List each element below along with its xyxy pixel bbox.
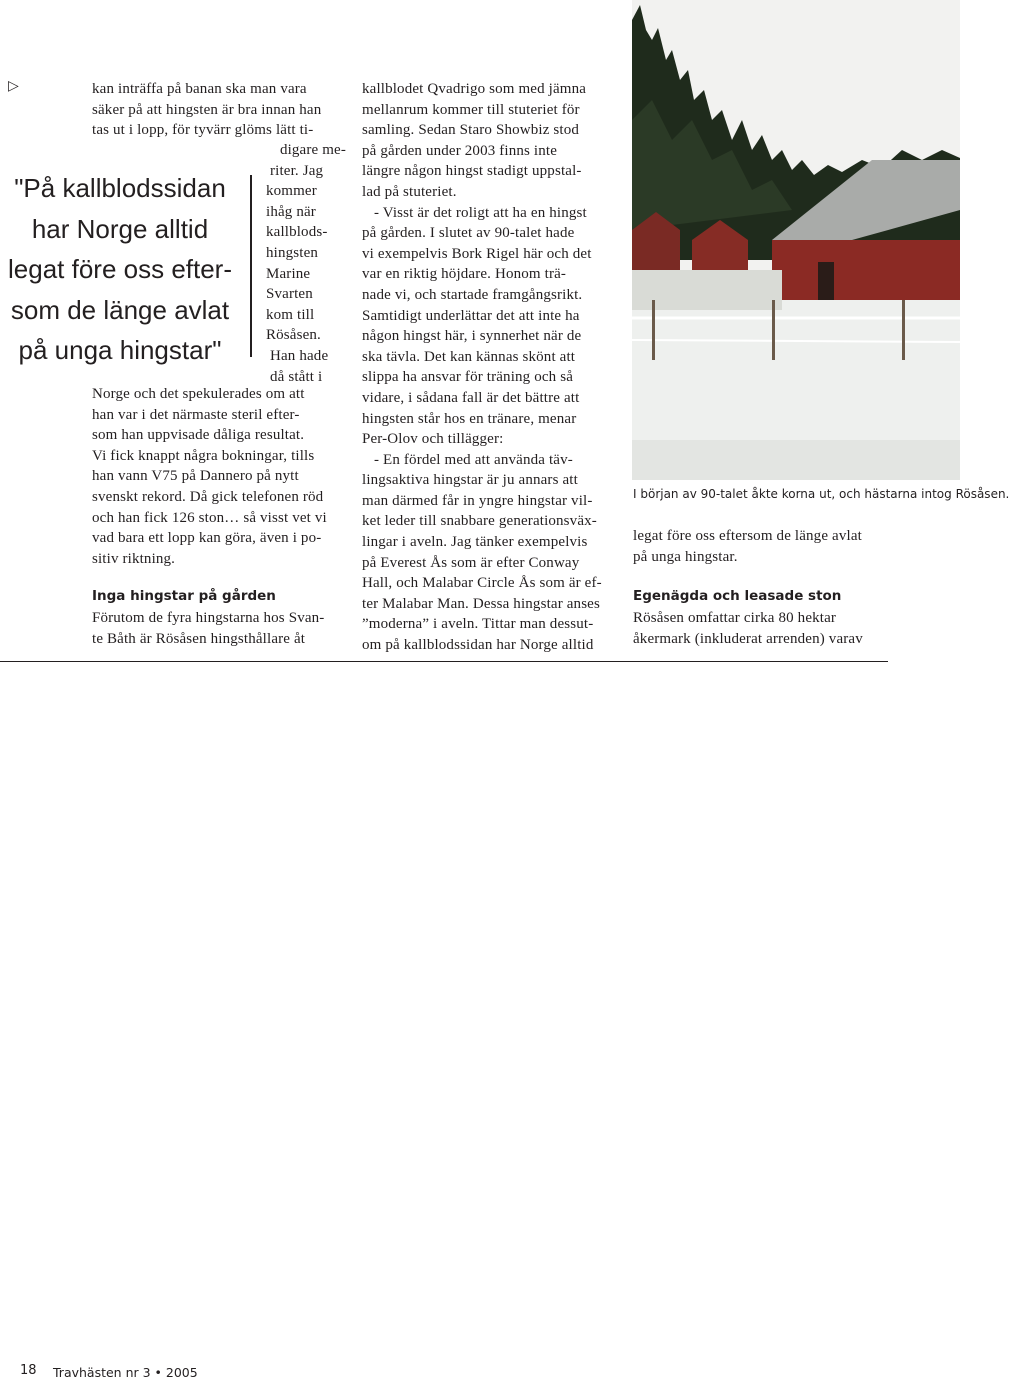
text-line: hingsten står hos en tränare, menar <box>362 410 577 427</box>
text-line: Rösåsen. <box>266 327 321 344</box>
text-line: då stått i <box>270 368 323 385</box>
col3-sub-text <box>633 608 893 649</box>
text-line: Förutom de fyra hingstarna hos Svan- <box>92 610 325 626</box>
col1-top-text <box>92 79 352 141</box>
text-line: ihåg när <box>266 203 316 220</box>
text-line: vidare, i sådana fall är det bättre att <box>362 389 580 406</box>
col2-text <box>362 79 624 656</box>
subheading-inga-hingstar: Inga hingstar på gården <box>92 588 276 604</box>
magazine-issue: Travhästen nr 3 • 2005 <box>53 1365 198 1380</box>
section-divider <box>0 661 888 662</box>
subheading-egenagda: Egenägda och leasade ston <box>633 588 842 604</box>
barn-photo <box>632 0 960 480</box>
text-line: samling. Sedan Staro Showbiz stod <box>362 122 580 139</box>
text-line: kallblodet Qvadrigo som med jämna <box>362 81 587 97</box>
pull-quote <box>0 168 240 371</box>
pull-quote-line: har Norge alltid <box>31 213 209 244</box>
text-line: sitiv riktning. <box>92 550 176 567</box>
page-number: 18 <box>20 1363 37 1378</box>
text-line: lingsaktiva hingstar är ju annars att <box>362 472 578 489</box>
text-line: Vi fick knappt några bokningar, tills <box>92 447 315 464</box>
text-line: och han fick 126 ston… så visst vet vi <box>92 509 327 526</box>
text-line: Hall, och Malabar Circle Ås som är ef- <box>362 575 602 592</box>
text-line: mellanrum kommer till stuteriet för <box>362 101 580 118</box>
col3-text <box>633 526 888 567</box>
text-line: säker på att hingsten är bra innan han <box>92 101 322 118</box>
text-line: vi exempelvis Bork Rigel här och det <box>362 245 592 262</box>
photo-caption: I början av 90-talet åkte korna ut, och hästarna intog Rösåsen. <box>633 487 1009 501</box>
text-line: Svarten <box>266 286 313 303</box>
pull-quote-line: på unga hingstar" <box>18 335 222 366</box>
text-line: hingsten <box>266 244 319 261</box>
text-line: - Visst är det roligt att ha en hingst <box>374 204 587 221</box>
text-line: man därmed får in yngre hingstar vil- <box>362 492 593 509</box>
text-line: nade vi, och startade framgångsrikt. <box>362 286 583 303</box>
col1-bottom-text <box>92 384 352 569</box>
text-line: vad bara ett lopp kan göra, även i po- <box>92 530 322 547</box>
col1-sub-text <box>92 608 352 649</box>
text-line: Rösåsen omfattar cirka 80 hektar <box>633 610 837 626</box>
text-line: kommer <box>266 183 317 200</box>
text-line: Han hade <box>270 347 329 364</box>
pull-quote-rule <box>250 175 252 357</box>
text-line: någon hingst här, i synnerhet när de <box>362 328 582 345</box>
text-line: om på kallblodssidan har Norge alltid <box>362 637 594 654</box>
text-line: lad på stuteriet. <box>362 183 457 200</box>
text-line: kallblods- <box>266 224 328 241</box>
text-line: riter. Jag <box>270 162 324 179</box>
text-line: på gården. I slutet av 90-talet hade <box>362 225 575 242</box>
text-line: Norge och det spekulerades om att <box>92 386 305 402</box>
pull-quote-line: "På kallblodssidan <box>14 173 226 203</box>
text-line: ket leder till snabbare generationsväx- <box>362 513 597 530</box>
text-line: på gården under 2003 finns inte <box>362 142 558 159</box>
pull-quote-line: som de länge avlat <box>10 294 230 325</box>
text-line: han vann V75 på Dannero på nytt <box>92 468 299 485</box>
text-line: på Everest Ås som är efter Conway <box>362 554 580 571</box>
text-line: var en riktig höjdare. Honom trä- <box>362 266 567 283</box>
text-line: åkermark (inkluderat arrenden) varav <box>633 630 863 647</box>
text-line: längre någon hingst stadigt uppstal- <box>362 163 582 180</box>
text-line: Per-Olov och tillägger: <box>362 431 504 448</box>
text-line: tas ut i lopp, för tyvärr glöms lätt ti- <box>92 122 314 139</box>
text-line: som han uppvisade dåliga resultat. <box>92 427 305 444</box>
text-line: slippa ha ansvar för träning och så <box>362 369 574 386</box>
col1-narrow-text <box>262 140 352 387</box>
text-line: lingar i aveln. Jag tänker exempelvis <box>362 534 588 551</box>
text-line: kan inträffa på banan ska man vara <box>92 81 307 97</box>
text-line: ”moderna” i aveln. Tittar man dessut- <box>362 616 594 633</box>
text-line: Samtidigt underlättar det att inte ha <box>362 307 580 324</box>
text-line: legat före oss eftersom de länge avlat <box>633 528 862 544</box>
text-line: svenskt rekord. Då gick telefonen röd <box>92 488 324 505</box>
section-marker: ▷ <box>8 78 19 94</box>
text-line: på unga hingstar. <box>633 548 738 565</box>
text-line: kom till <box>266 306 315 323</box>
text-line: - En fördel med att använda täv- <box>374 451 573 468</box>
text-line: han var i det närmaste steril efter- <box>92 406 300 423</box>
pull-quote-line: legat före oss efter- <box>8 254 232 285</box>
text-line: digare me- <box>279 142 346 158</box>
text-line: Marine <box>266 265 311 282</box>
text-line: te Båth är Rösåsen hingsthållare åt <box>92 630 306 647</box>
text-line: ska tävla. Det kan kännas skönt att <box>362 348 576 365</box>
text-line: ter Malabar Man. Dessa hingstar anses <box>362 595 600 612</box>
